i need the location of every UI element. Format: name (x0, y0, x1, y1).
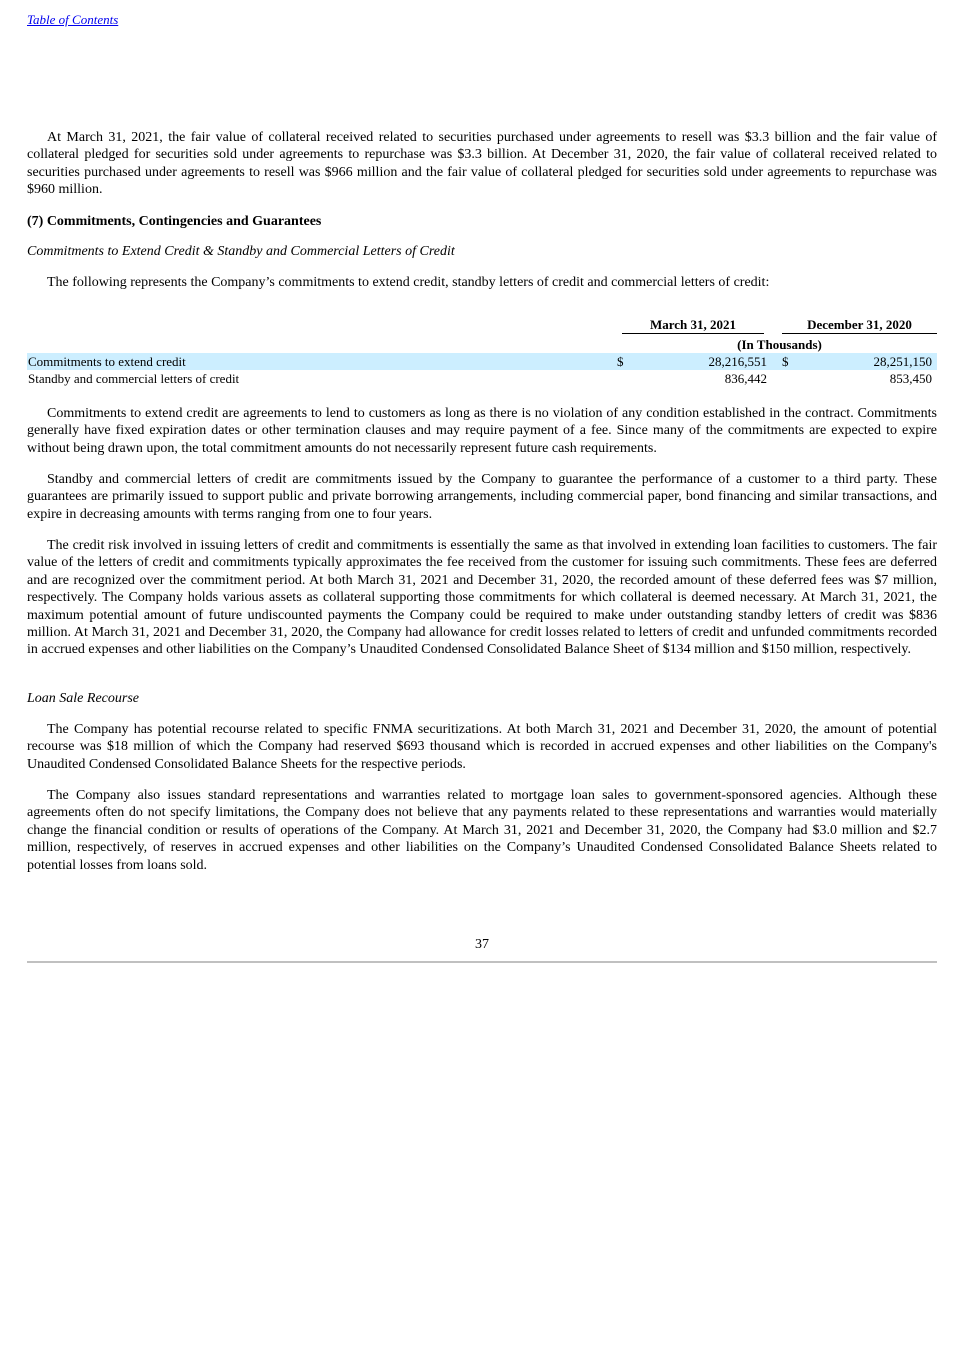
value-march-2021: 28,216,551 (708, 354, 767, 369)
column-header-december-2020: December 31, 2020 (782, 316, 937, 334)
credit-risk-paragraph: The credit risk involved in issuing letters of credit and commitments is essentially the same as that involved in extending loan facilities to customers. The fair value of the letters of credit and commitments typically approximates the fee received from the customer for issuing such commitments. These fees are deferred and are recognized over the commitment period. At both March 31, 2021 and December 31, 2020, the recorded amount of these deferred fees was $7 million, respectively. The Company holds various assets as collateral supporting those commitments for which collateral is deemed necessary. At March 31, 2021, the maximum potential amount of future undiscounted payments the Company could be required to make under outstanding standby letters of credit was $836 million. At March 31, 2021 and December 31, 2020, the Company had allowance for credit losses related to letters of credit and unfunded commitments recorded in accrued expenses and other liabilities on the Company’s Unaudited Condensed Consolidated Balance Sheet of $134 million and $150 million, respectively. (27, 538, 937, 658)
units-row (27, 334, 937, 352)
value-december-2020: 28,251,150 (873, 354, 932, 369)
footer-divider (27, 961, 937, 963)
table-of-contents-link[interactable]: Table of Contents (27, 12, 119, 27)
representations-paragraph: The Company also issues standard representations and warranties related to mortgage loan sales to government-sponsored agencies. Although these agreements often do not specify limitations, the Company does not believe that any payments related to these representations and warranties would materially change the financial condition or results of operations of the Company. At March 31, 2021 and December 31, 2020, the Company had $3.0 million and $2.7 million, respectively, of reserves in accrued expenses and other liabilities on the Company’s Unaudited Condensed Consolidated Balance Sheets related to potential losses from loans sold. (27, 788, 937, 873)
value-december-2020: 853,450 (889, 371, 932, 386)
collateral-paragraph: At March 31, 2021, the fair value of collateral received related to securities purchased under agreements to resell was $3.3 billion and the fair value of collateral pledged for securities sold under agreements to repurchase was $3.3 billion. At December 31, 2020, the fair value of collateral received related to securities purchased under agreements to resell was $966 million and the fair value of collateral pledged for securities sold under agreements to repurchase was $960 million. (27, 130, 937, 198)
standby-paragraph: Standby and commercial letters of credit are commitments issued by the Company to guarantee the performance of a customer to a third party. These guarantees are primarily issued to support public and private borrowing arrangements, including commercial paper, bond financing and similar transactions, and expire in decreasing amounts with terms ranging from one to four years. (27, 472, 937, 522)
currency-symbol: $ (782, 354, 789, 369)
table-row (27, 370, 937, 387)
table-header-row (27, 314, 937, 334)
section-heading: (7) Commitments, Contingencies and Guarantees (27, 214, 322, 229)
page-number: 37 (475, 937, 489, 952)
commitments-paragraph: Commitments to extend credit are agreements to lend to customers as long as there is no violation of any condition established in the contract. Commitments generally have fixed expiration dates or other termination clauses and may require payment of a fee. Since many of the commitments are expected to expire without being drawn upon, the total commitment amounts do not necessarily represent future cash requirements. (27, 406, 937, 456)
currency-symbol: $ (617, 354, 624, 369)
recourse-paragraph: The Company has potential recourse related to specific FNMA securitizations. At both March 31, 2021 and December 31, 2020, the amount of potential recourse was $18 million of which the Company had reserved $693 thousand which is recorded in accrued expenses and other liabilities on the Company's Unaudited Condensed Consolidated Balance Sheets for the respective periods. (27, 722, 937, 772)
subheading-credit-commitments: Commitments to Extend Credit & Standby and Commercial Letters of Credit (27, 244, 455, 259)
value-march-2021: 836,442 (724, 371, 767, 386)
table-intro-paragraph: The following represents the Company’s commitments to extend credit, standby letters of credit and commercial letters of credit: (47, 275, 770, 290)
row-label: Commitments to extend credit (28, 354, 186, 369)
commitments-table (27, 314, 937, 387)
units-label: (In Thousands) (737, 337, 822, 352)
column-header-march-2021: March 31, 2021 (622, 316, 764, 334)
table-row (27, 353, 937, 370)
row-label: Standby and commercial letters of credit (28, 371, 240, 386)
subheading-loan-sale-recourse: Loan Sale Recourse (27, 691, 139, 706)
